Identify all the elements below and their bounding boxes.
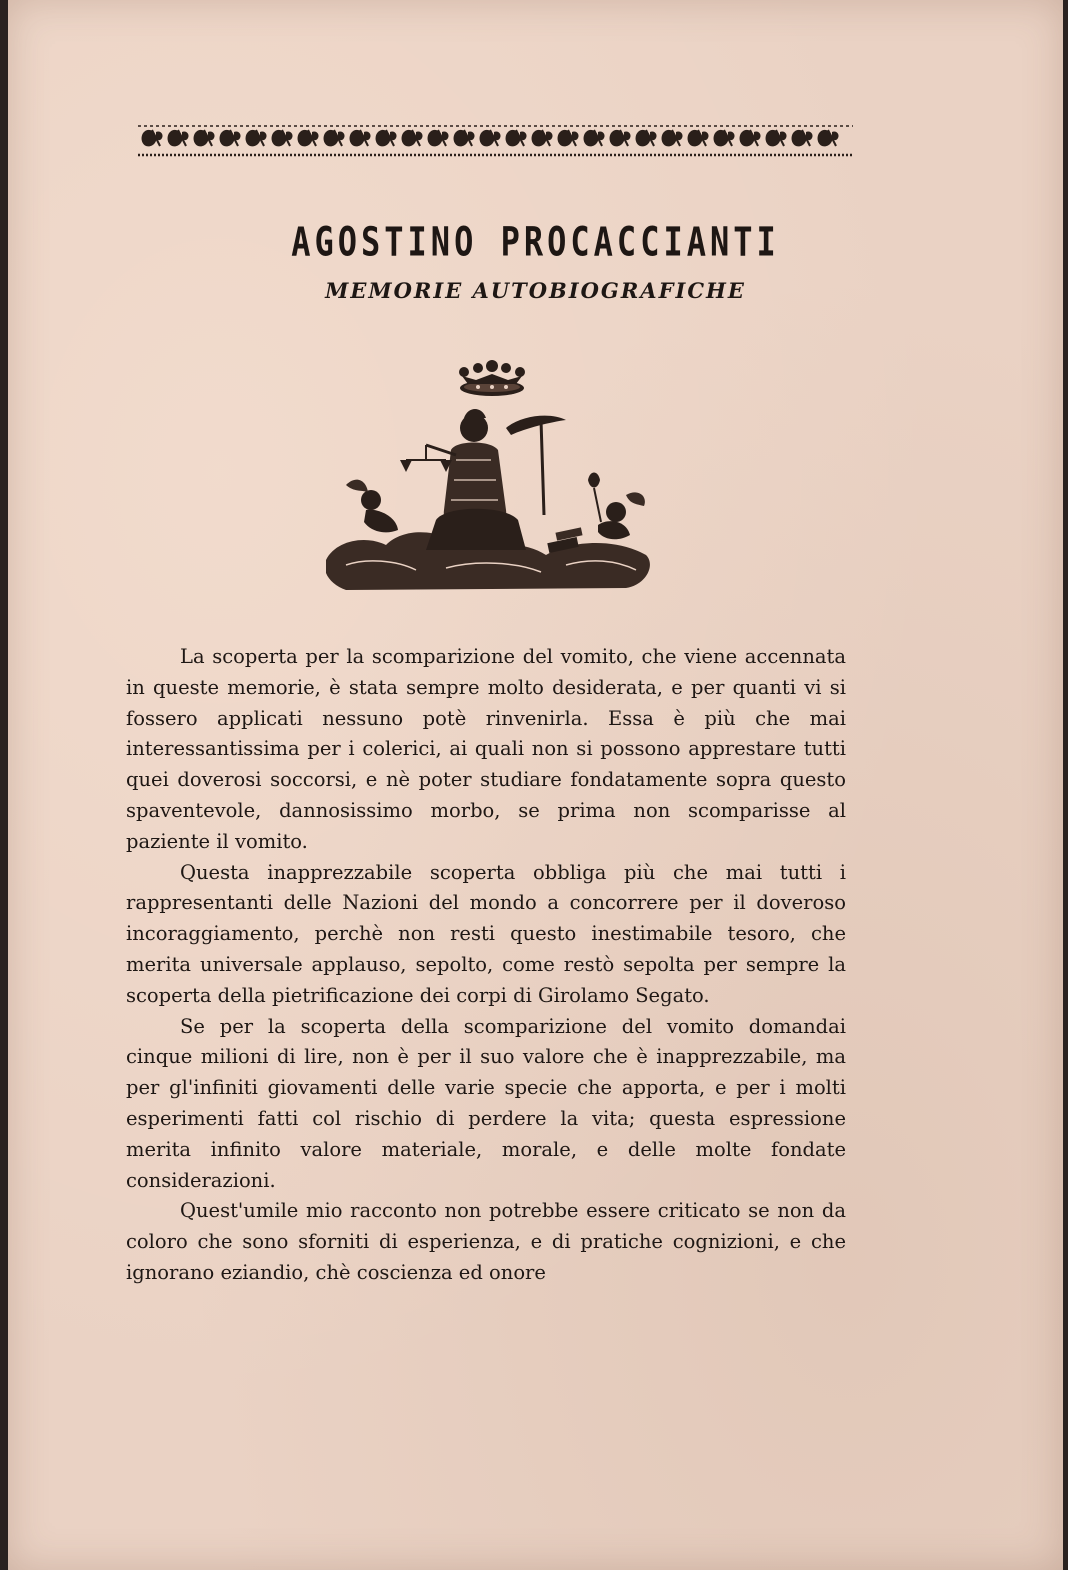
paragraph-2: Questa inapprezzabile scoperta obbliga più che mai tutti i rappresentanti delle Nazioni del mondo a concorrere per il doveroso incoraggiamento, perchè non resti questo inestimabile tesoro, che merita universale applauso, sepolto, come restò sepolta per sempre la scoperta della pietrificazione dei corpi di Girolamo Segato. bbox=[126, 860, 846, 1007]
decorative-border-ornament bbox=[138, 122, 853, 160]
page-subtitle: MEMORIE AUTOBIOGRAFICHE bbox=[325, 278, 746, 303]
allegory-justice-vignette bbox=[326, 400, 656, 595]
page-title: AGOSTINO PROCACCIANTI bbox=[291, 218, 780, 266]
paragraph-1: La scoperta per la scomparizione del vomito, che viene accennata in queste memorie, è stata sempre molto desiderata, e per quanti vi si fossero applicati nessuno potè rinvenirla. Essa è più che mai interessantissima per i colerici, ai quali non si possono apprestare tutti quei doverosi soccorsi, e nè poter studiare fondatamente sopra questo spaventevole, dannosissimo morbo, se prima non scomparisse al paziente il vomito. bbox=[126, 645, 846, 853]
body-text bbox=[126, 642, 846, 1289]
paragraph-3: Se per la scoperta della scomparizione del vomito domandai cinque milioni di lire, non è per il suo valore che è inapprezzabile, ma per gl'infiniti giovamenti delle varie specie che apporta, e per i molti esperimenti fatti col rischio di perdere la vita; questa espressione merita infinito valore materiale, morale, e delle molte fondate considerazioni. bbox=[126, 1014, 846, 1192]
document-page bbox=[8, 0, 1063, 1570]
paragraph-4: Quest'umile mio racconto non potrebbe essere criticato se non da coloro che sono sforniti di esperienza, e di pratiche cognizioni, e che ignorano eziandio, chè coscienza ed onore bbox=[126, 1199, 846, 1284]
crown-icon bbox=[456, 358, 528, 398]
